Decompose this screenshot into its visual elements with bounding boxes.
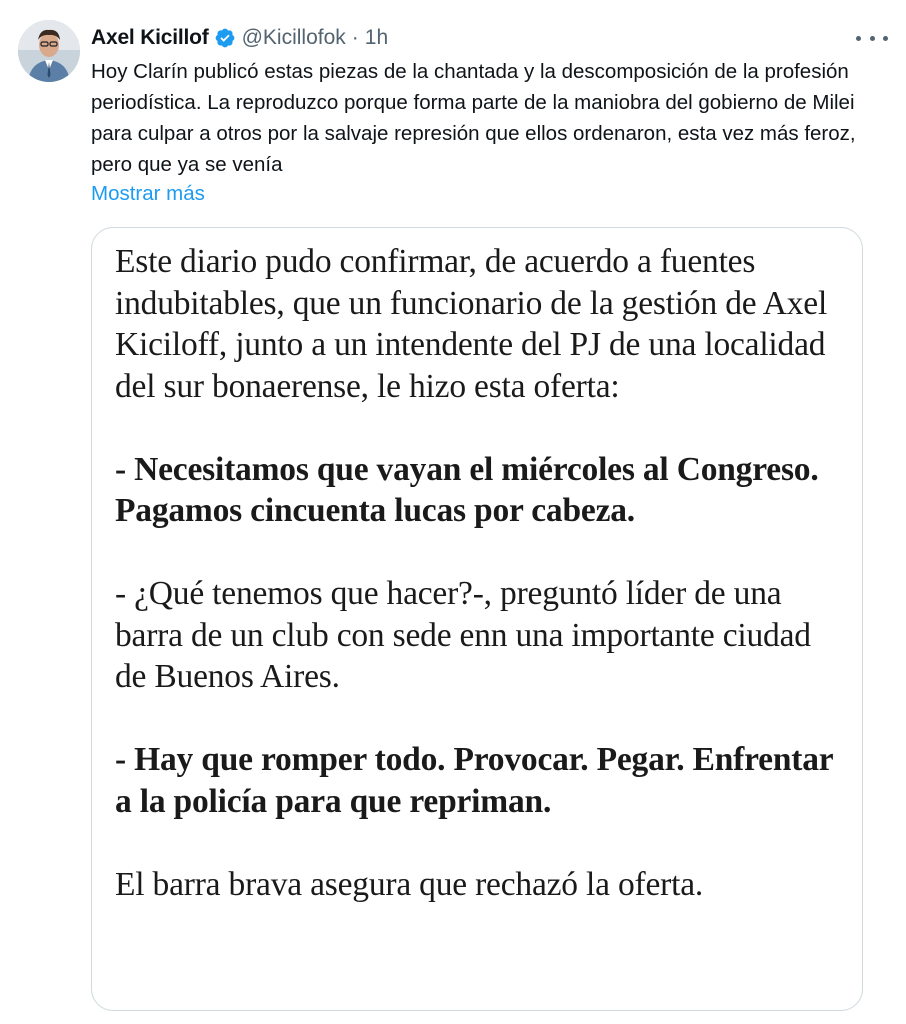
author-handle[interactable]: @Kicillofok	[241, 26, 346, 49]
author-name[interactable]: Axel Kicillof	[91, 26, 209, 49]
image-card[interactable]	[91, 227, 863, 1011]
article-paragraph: - ¿Qué tenemos que hacer?-, preguntó líder de una barra de un club con sede enn una importante ciudad de Buenos Aires.	[115, 575, 811, 695]
article-paragraph: El barra brava asegura que rechazó la oferta.	[115, 865, 704, 903]
avatar[interactable]	[18, 20, 80, 82]
tweet-timestamp[interactable]: 1h	[364, 26, 389, 49]
quoted-article-text	[115, 241, 850, 905]
profile-photo-icon	[18, 20, 80, 82]
article-paragraph: Este diario pudo confirmar, de acuerdo a fuentes indubitables, que un funcionario de la gestión de Axel Kiciloff, junto a un intendente del PJ de una localidad del sur bonaerense, le hizo esta oferta:	[115, 243, 828, 405]
more-dot-icon	[856, 36, 861, 41]
tweet-header	[91, 24, 388, 52]
verified-badge-icon	[214, 27, 236, 49]
show-more-link[interactable]: Mostrar más	[91, 182, 205, 205]
separator-dot: ·	[351, 26, 359, 49]
tweet-text	[91, 56, 881, 180]
more-options-button[interactable]	[856, 28, 888, 48]
article-paragraph-bold: - Necesitamos que vayan el miércoles al Congreso. Pagamos cincuenta lucas por cabeza.	[115, 450, 819, 529]
tweet-body: Hoy Clarín publicó estas piezas de la chantada y la descomposición de la profesión periodística. La reproduzco porque forma parte de la maniobra del gobierno de Milei para culpar a otros por la salvaje represión que ellos ordenaron, esta vez más feroz, pero que ya se venía	[91, 60, 856, 176]
more-dot-icon	[883, 36, 888, 41]
more-dot-icon	[870, 36, 875, 41]
article-paragraph-bold: - Hay que romper todo. Provocar. Pegar. Enfrentar a la policía para que repriman.	[115, 741, 833, 820]
